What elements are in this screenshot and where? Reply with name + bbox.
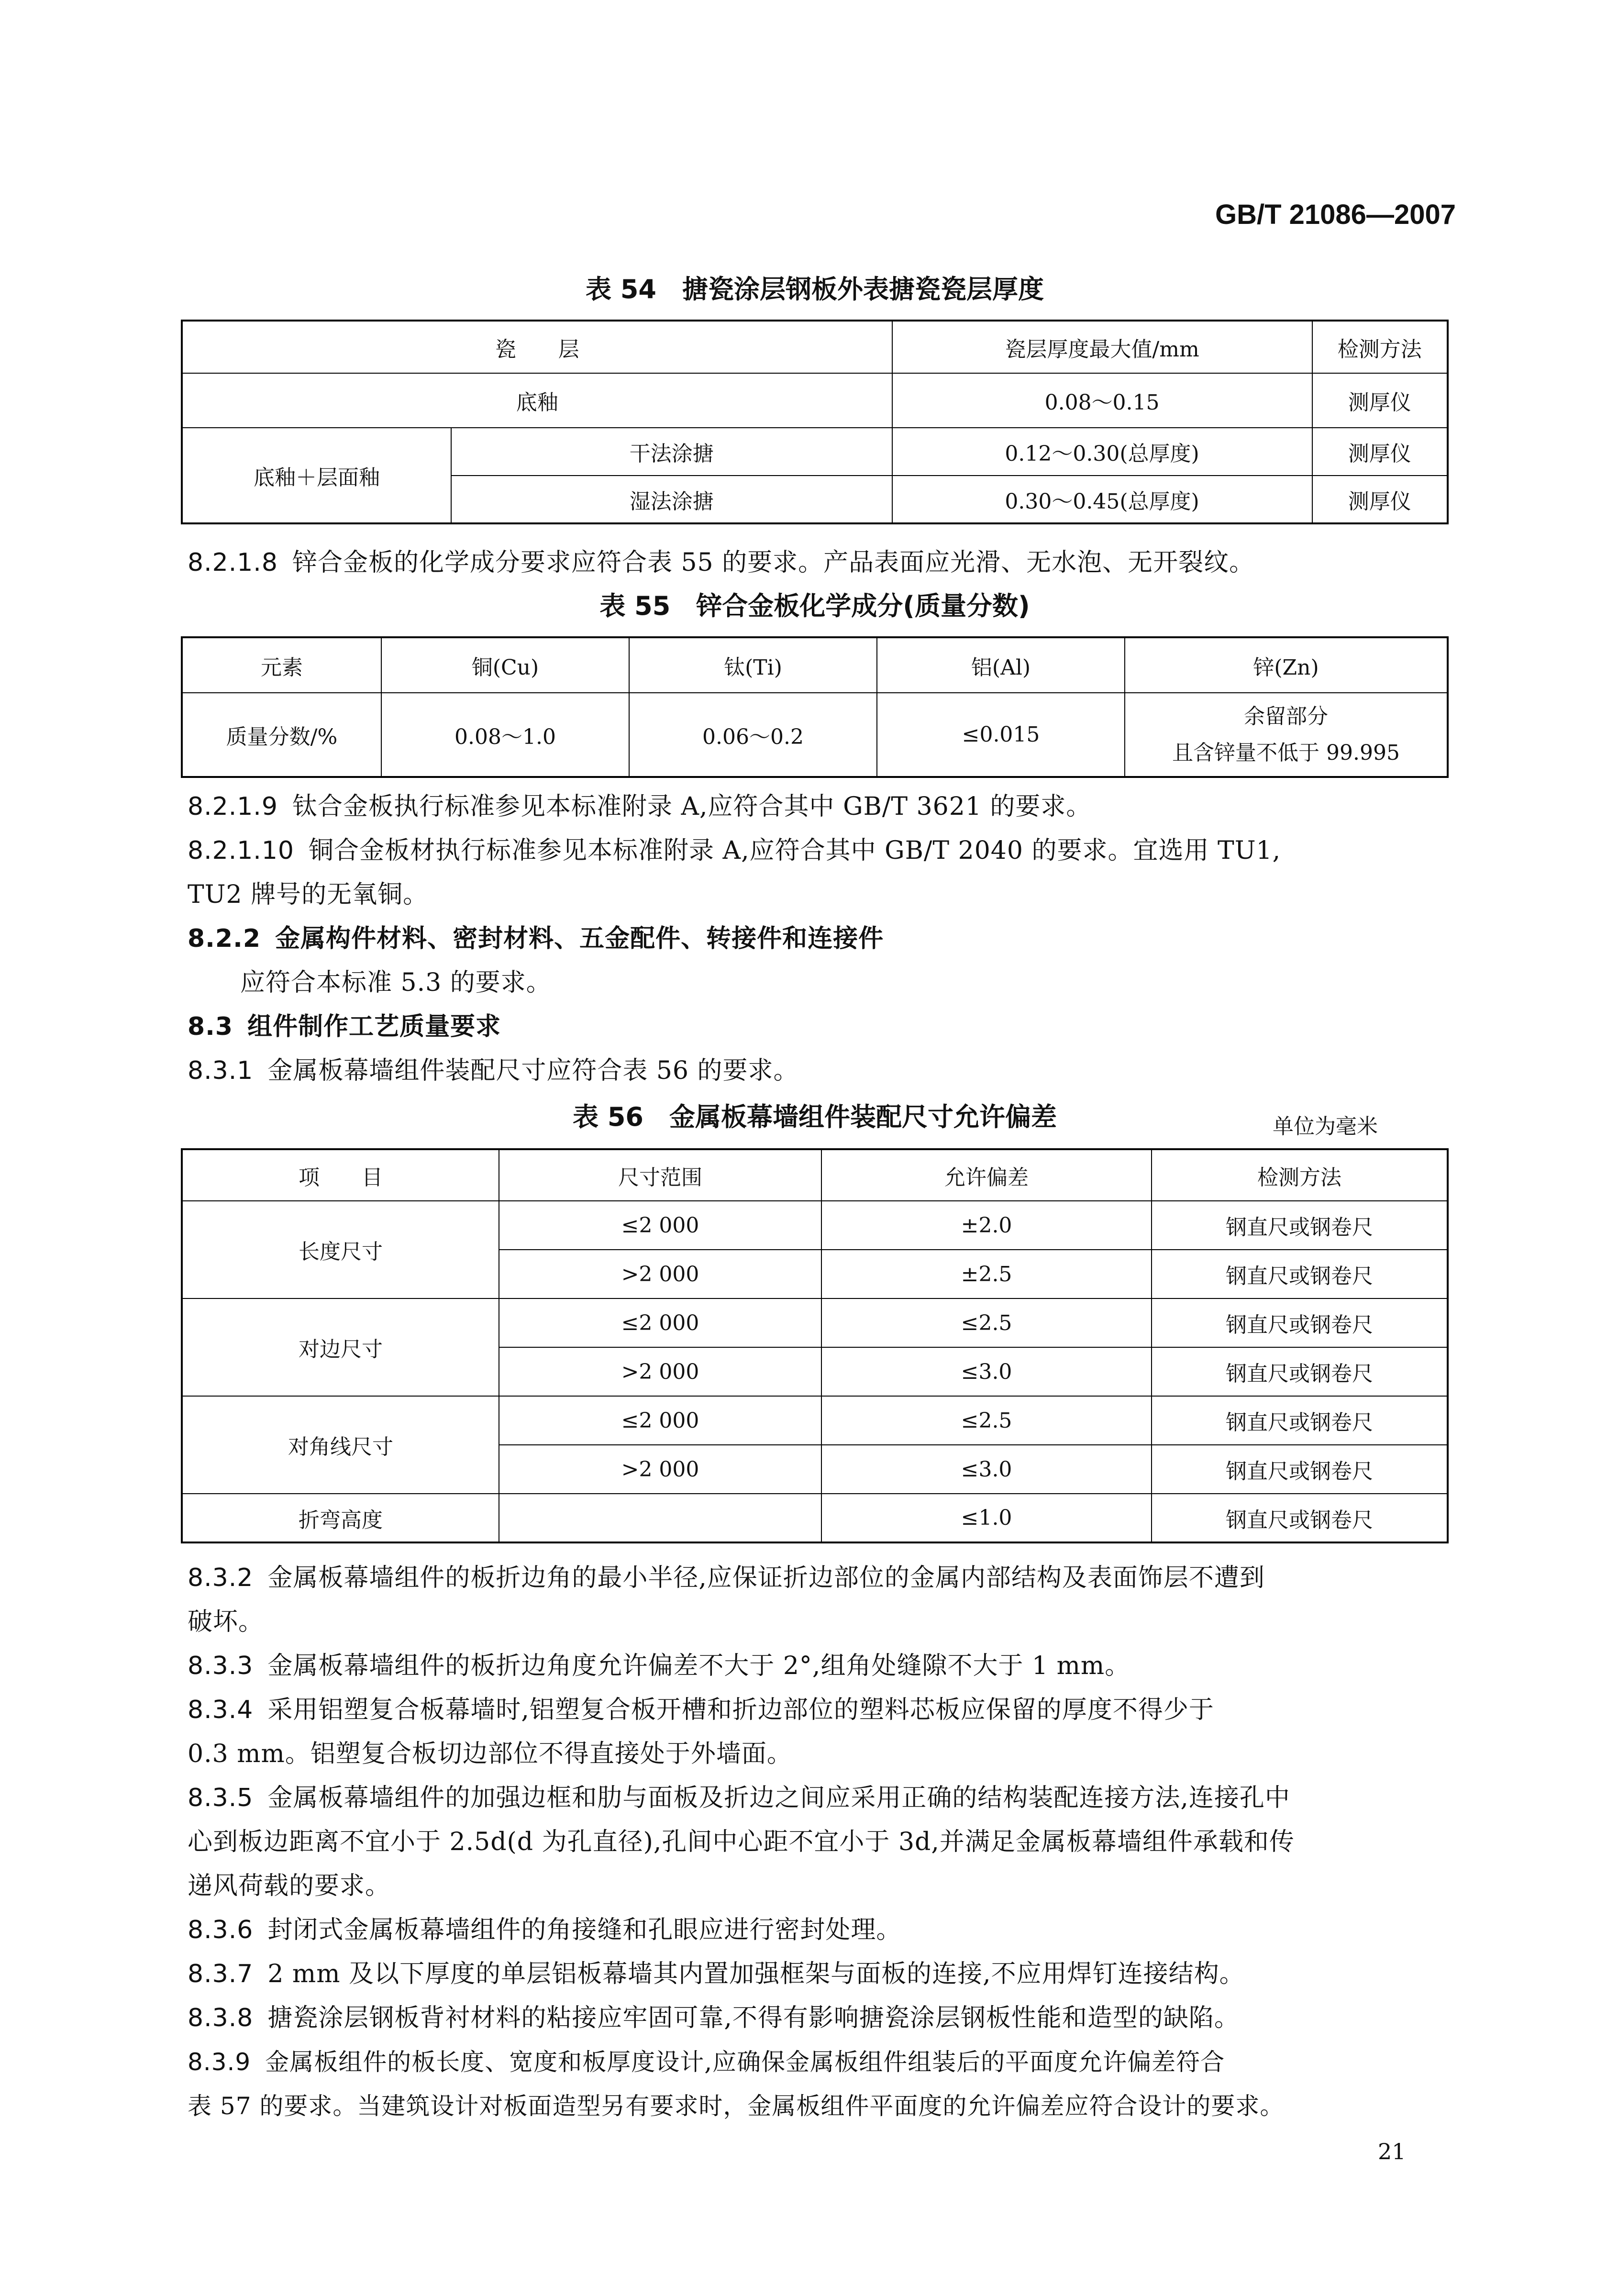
clause-number: 8.3.9 [188,2048,251,2076]
table54-cell-thickness: 0.12～0.30(总厚度) [892,428,1312,476]
table56-tol: ±2.5 [821,1250,1152,1298]
table55-zn-line2: 且含锌量不低于 99.995 [1172,740,1400,765]
clause-number: 8.3.2 [188,1564,254,1592]
table55-cell: 0.08～1.0 [381,693,629,777]
table56-caption: 表 56 金属板幕墙组件装配尺寸允许偏差 [573,1102,1057,1132]
clause-text: 2 mm 及以下厚度的单层铝板幕墙其内置加强框架与面板的连接,不应用焊钉连接结构。 [267,1960,1245,1988]
clause-text-cont: 表 57 的要求。当建筑设计对板面造型另有要求时，金属板组件平面度的允许偏差应符合设计的要求。 [188,2092,1285,2120]
clause-8-3-6 [188,1908,1455,1952]
clause-8-3-2 [188,1556,1455,1644]
clause-number: 8.2.1.9 [188,792,278,821]
table56-item: 折弯高度 [182,1494,499,1542]
clause-text: 钛合金板执行标准参见本标准附录 A,应符合其中 GB/T 3621 的要求。 [292,792,1092,821]
clause-text: 铜合金板材执行标准参见本标准附录 A,应符合其中 GB/T 2040 的要求。宜选用 TU1, [309,836,1281,865]
table56-tol: ≤3.0 [821,1445,1152,1494]
table54-header-method: 检测方法 [1312,321,1448,373]
table55-cell: ≤0.015 [877,693,1125,777]
table56-item: 对边尺寸 [182,1298,499,1396]
clause-number: 8.2.2 [188,924,261,953]
table56-method: 钢直尺或钢卷尺 [1152,1445,1448,1494]
table56-item: 对角线尺寸 [182,1396,499,1494]
clause-text-cont: 0.3 mm。铝塑复合板切边部位不得直接处于外墙面。 [188,1740,792,1768]
clause-number: 8.2.1.8 [188,548,278,577]
table56-method: 钢直尺或钢卷尺 [1152,1201,1448,1250]
clause-8-3-7 [188,1952,1455,1996]
clause-text-cont: 递风荷载的要求。 [188,1872,391,1900]
clause-text-cont: 破坏。 [188,1608,264,1636]
table56-method: 钢直尺或钢卷尺 [1152,1347,1448,1396]
table56-tol: ±2.0 [821,1201,1152,1250]
clause-title: 金属构件材料、密封材料、五金配件、转接件和连接件 [275,924,884,953]
clause-text: 搪瓷涂层钢板背衬材料的粘接应牢固可靠,不得有影响搪瓷涂层钢板性能和造型的缺陷。 [267,2004,1240,2032]
clause-8-3 [188,1005,1455,1049]
table55-header: 锌(Zn) [1125,637,1448,693]
table56 [181,1148,1449,1543]
clause-title: 组件制作工艺质量要求 [247,1012,501,1041]
standard-number: GB/T 21086—2007 [1215,199,1456,230]
table56-unit: 单位为毫米 [1273,1114,1378,1139]
table54-header-layer: 瓷 层 [182,321,892,373]
clause-number: 8.2.1.10 [188,836,295,865]
table54-cell-sub: 湿法涂搪 [451,476,892,523]
table56-tol: ≤1.0 [821,1494,1152,1542]
table54-cell-layer: 底釉 [182,373,892,428]
clause-8-2-1-9 [188,785,1455,829]
table54-cell-method: 测厚仪 [1312,373,1448,428]
table55-header: 元素 [182,637,381,693]
table55-cell-zn [1125,693,1448,777]
table54-cell-sub: 干法涂搪 [451,428,892,476]
clause-text: 金属板幕墙组件装配尺寸应符合表 56 的要求。 [267,1056,799,1085]
clause-8-3-3 [188,1644,1455,1688]
clause-8-3-4 [188,1688,1455,1776]
table54-cell-method: 测厚仪 [1312,428,1448,476]
clause-8-3-8 [188,1996,1455,2040]
table55-header: 铝(Al) [877,637,1125,693]
table56-range: ≤2 000 [499,1298,821,1347]
table56-method: 钢直尺或钢卷尺 [1152,1396,1448,1445]
table54-cell-layer: 底釉＋层面釉 [182,428,451,523]
clause-number: 8.3.8 [188,2004,254,2032]
table56-range: ≤2 000 [499,1201,821,1250]
table55-cell: 0.06～0.2 [629,693,877,777]
clause-number: 8.3.4 [188,1696,254,1724]
table56-tol: ≤2.5 [821,1396,1152,1445]
clause-text: 采用铝塑复合板幕墙时,铝塑复合板开槽和折边部位的塑料芯板应保留的厚度不得少于 [267,1696,1214,1724]
table56-range: >2 000 [499,1347,821,1396]
clause-number: 8.3.5 [188,1784,254,1812]
table55-caption: 表 55 锌合金板化学成分(质量分数) [599,591,1030,621]
table56-header: 允许偏差 [821,1149,1152,1201]
table55-row-label: 质量分数/% [182,693,381,777]
table56-tol: ≤2.5 [821,1298,1152,1347]
clause-text: 金属板组件的板长度、宽度和板厚度设计,应确保金属板组件组装后的平面度允许偏差符合 [265,2048,1225,2076]
table56-method: 钢直尺或钢卷尺 [1152,1298,1448,1347]
clause-8-3-1 [188,1049,1455,1093]
clause-number: 8.3.7 [188,1960,254,1988]
table55-zn-line1: 余留部分 [1244,704,1328,729]
clause-text-cont: TU2 牌号的无氧铜。 [188,880,429,909]
clause-text: 封闭式金属板幕墙组件的角接缝和孔眼应进行密封处理。 [267,1916,902,1944]
clause-number: 8.3.3 [188,1652,254,1680]
clause-8-2-1-8 [188,541,1455,585]
clause-text: 金属板幕墙组件的板折边角度允许偏差不大于 2°,组角处缝隙不大于 1 mm。 [267,1652,1130,1680]
clause-number: 8.3.1 [188,1056,254,1085]
clause-text: 应符合本标准 5.3 的要求。 [240,968,552,997]
table56-header: 尺寸范围 [499,1149,821,1201]
table56-range: >2 000 [499,1445,821,1494]
clause-text-cont: 心到板边距离不宜小于 2.5d(d 为孔直径),孔间中心距不宜小于 3d,并满足金属板幕墙组件承载和传 [188,1828,1295,1856]
clause-8-2-2 [188,917,1455,1005]
table54-cell-thickness: 0.30～0.45(总厚度) [892,476,1312,523]
clause-text: 金属板幕墙组件的加强边框和肋与面板及折边之间应采用正确的结构装配连接方法,连接孔中 [267,1784,1290,1812]
clause-number: 8.3.6 [188,1916,254,1944]
clause-8-2-1-10 [188,829,1455,917]
table54-cell-method: 测厚仪 [1312,476,1448,523]
table55-header: 钛(Ti) [629,637,877,693]
table56-tol: ≤3.0 [821,1347,1152,1396]
table56-item: 长度尺寸 [182,1201,499,1298]
table54-cell-thickness: 0.08～0.15 [892,373,1312,428]
table56-header: 检测方法 [1152,1149,1448,1201]
clause-number: 8.3 [188,1012,233,1041]
table54-header-thickness: 瓷层厚度最大值/mm [892,321,1312,373]
table56-range [499,1494,821,1542]
page-number: 21 [1378,2139,1406,2164]
table56-range: ≤2 000 [499,1396,821,1445]
clause-8-3-5 [188,1776,1455,1908]
table55-header: 铜(Cu) [381,637,629,693]
table55 [181,636,1449,778]
clause-8-3-9 [188,2040,1455,2128]
table54 [181,320,1449,524]
clause-text: 金属板幕墙组件的板折边角的最小半径,应保证折边部位的金属内部结构及表面饰层不遭到 [267,1564,1265,1592]
table54-caption: 表 54 搪瓷涂层钢板外表搪瓷瓷层厚度 [586,274,1044,304]
clause-text: 锌合金板的化学成分要求应符合表 55 的要求。产品表面应光滑、无水泡、无开裂纹。 [292,548,1255,577]
table56-method: 钢直尺或钢卷尺 [1152,1250,1448,1298]
table56-range: >2 000 [499,1250,821,1298]
table56-method: 钢直尺或钢卷尺 [1152,1494,1448,1542]
table56-header: 项 目 [182,1149,499,1201]
